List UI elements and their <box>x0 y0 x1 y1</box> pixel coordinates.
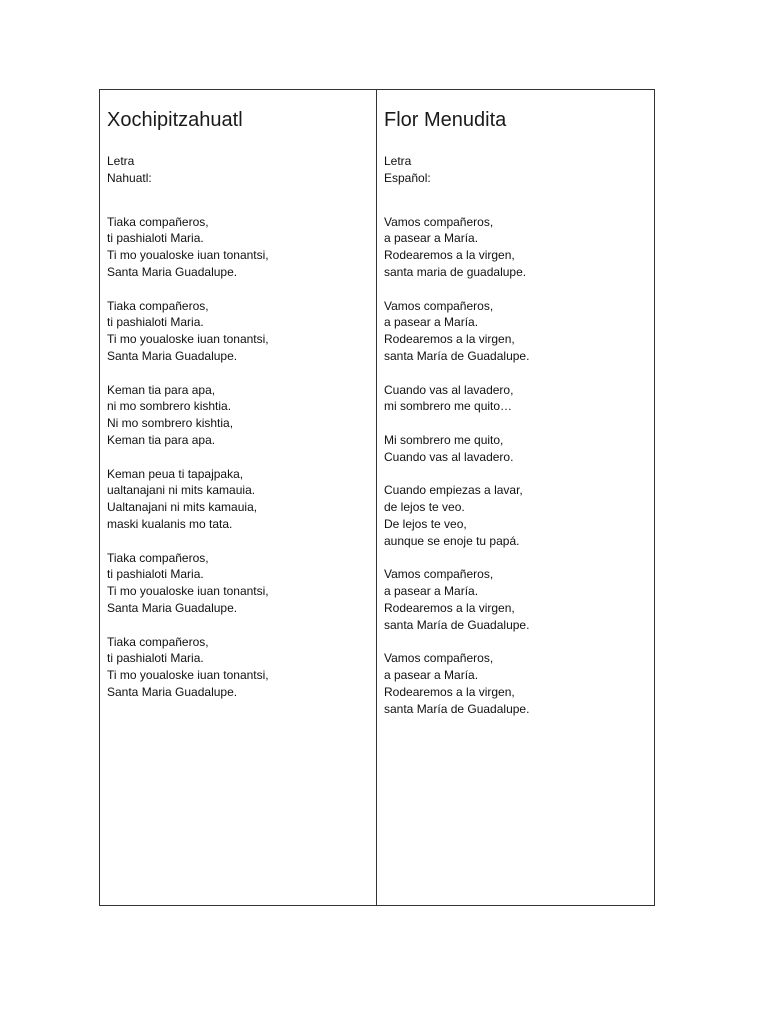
lyric-line: Vamos compañeros, <box>384 651 494 666</box>
lyric-line: a pasear a María. <box>384 584 479 599</box>
stanza <box>384 482 646 549</box>
lyric-line: Mi sombrero me quito, <box>384 432 504 447</box>
lyrics-table <box>99 89 655 906</box>
spanish-lyrics-label: Letra Español: <box>384 154 431 185</box>
lyric-line: de lejos te veo. <box>384 500 465 515</box>
lyric-line: Rodearemos a la virgen, <box>384 248 515 263</box>
lyric-line: mi sombrero me quito… <box>384 399 513 414</box>
stanza <box>384 382 646 416</box>
lyric-line: Santa Maria Guadalupe. <box>107 348 238 363</box>
spanish-title: Flor Menudita <box>384 109 507 131</box>
nahuatl-stanzas <box>107 214 368 701</box>
lyric-line: Vamos compañeros, <box>384 567 494 582</box>
stanza <box>107 550 368 617</box>
lyric-line: a pasear a María. <box>384 668 479 683</box>
nahuatl-title: Xochipitzahuatl <box>107 109 243 131</box>
lyric-line: Santa Maria Guadalupe. <box>107 264 238 279</box>
lyric-line: Tiaka compañeros, <box>107 550 209 565</box>
lyric-line: Santa Maria Guadalupe. <box>107 600 238 615</box>
lyric-line: ti pashialoti Maria. <box>107 231 204 246</box>
lyric-line: santa María de Guadalupe. <box>384 701 530 716</box>
lyric-line: Rodearemos a la virgen, <box>384 332 515 347</box>
lyric-line: Keman tia para apa. <box>107 432 216 447</box>
lyric-line: santa María de Guadalupe. <box>384 617 530 632</box>
lyric-line: santa maria de guadalupe. <box>384 264 527 279</box>
lyric-line: Rodearemos a la virgen, <box>384 600 515 615</box>
lyric-line: Ti mo youaloske iuan tonantsi, <box>107 584 269 599</box>
lyric-line: santa María de Guadalupe. <box>384 348 530 363</box>
lyric-line: aunque se enoje tu papá. <box>384 533 520 548</box>
lyric-line: ti pashialoti Maria. <box>107 315 204 330</box>
stanza <box>384 298 646 365</box>
lyric-line: Cuando vas al lavadero. <box>384 449 514 464</box>
stanza <box>384 214 646 281</box>
lyric-line: maski kualanis mo tata. <box>107 516 233 531</box>
lyric-line: Cuando empiezas a lavar, <box>384 483 523 498</box>
lyric-line: Ti mo youaloske iuan tonantsi, <box>107 332 269 347</box>
stanza <box>384 432 646 466</box>
lyric-line: Ti mo youaloske iuan tonantsi, <box>107 248 269 263</box>
lyric-line: Ualtanajani ni mits kamauia, <box>107 500 258 515</box>
lyric-line: Vamos compañeros, <box>384 298 494 313</box>
lyric-line: Tiaka compañeros, <box>107 298 209 313</box>
stanza <box>107 382 368 449</box>
lyric-line: a pasear a María. <box>384 231 479 246</box>
lyric-line: Keman peua ti tapajpaka, <box>107 466 244 481</box>
stanza <box>107 634 368 701</box>
nahuatl-column <box>100 90 376 905</box>
lyric-line: ti pashialoti Maria. <box>107 567 204 582</box>
lyric-line: Ni mo sombrero kishtia, <box>107 416 234 431</box>
lyric-line: Keman tia para apa, <box>107 382 216 397</box>
spanish-stanzas <box>384 214 646 718</box>
stanza <box>384 566 646 633</box>
stanza <box>107 298 368 365</box>
lyric-line: Ti mo youaloske iuan tonantsi, <box>107 668 269 683</box>
lyric-line: Santa Maria Guadalupe. <box>107 684 238 699</box>
lyric-line: Vamos compañeros, <box>384 214 494 229</box>
lyric-line: ualtanajani ni mits kamauia. <box>107 483 256 498</box>
lyric-line: ni mo sombrero kishtia. <box>107 399 232 414</box>
spanish-column <box>376 90 654 905</box>
lyric-line: ti pashialoti Maria. <box>107 651 204 666</box>
lyric-line: a pasear a María. <box>384 315 479 330</box>
stanza <box>107 466 368 533</box>
lyric-line: Tiaka compañeros, <box>107 634 209 649</box>
stanza <box>384 650 646 717</box>
lyric-line: De lejos te veo, <box>384 516 467 531</box>
lyric-line: Cuando vas al lavadero, <box>384 382 514 397</box>
lyric-line: Tiaka compañeros, <box>107 214 209 229</box>
lyric-line: Rodearemos a la virgen, <box>384 684 515 699</box>
nahuatl-lyrics-label: Letra Nahuatl: <box>107 154 152 185</box>
stanza <box>107 214 368 281</box>
